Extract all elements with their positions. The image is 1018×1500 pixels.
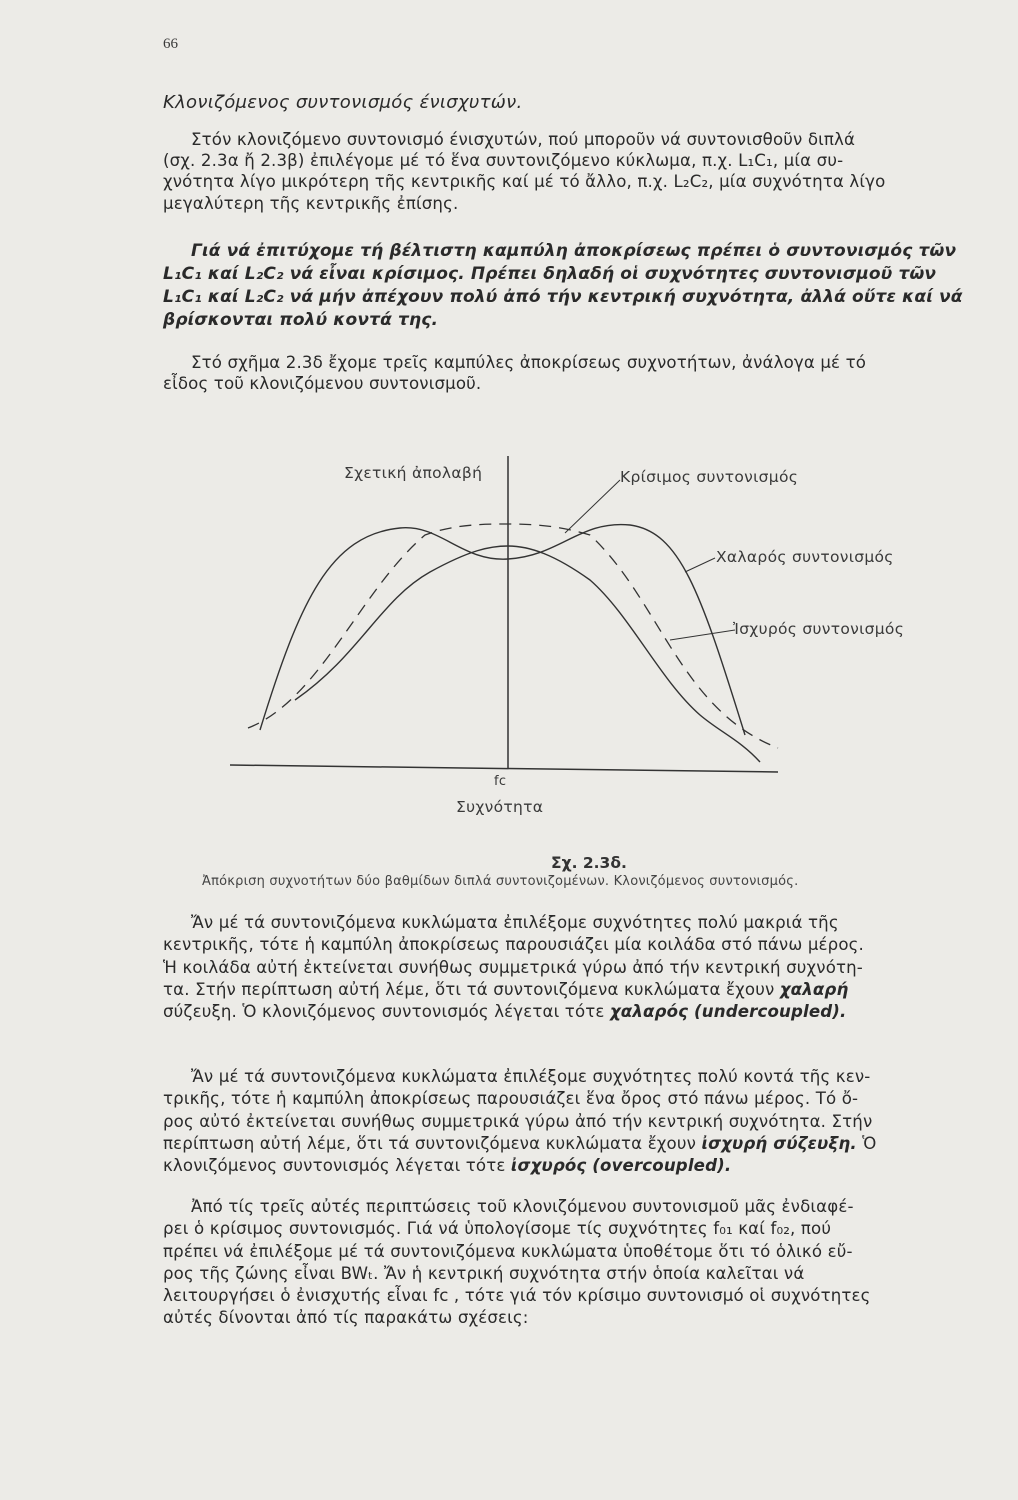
emphasis-undercoupled: χαλαρός (undercoupled). — [609, 1002, 847, 1022]
undercoupled-curve — [260, 525, 745, 735]
text-line: τρικῆς, τότε ἡ καμπύλη ἀποκρίσεως παρουσιάζει ἕνα ὄρος στό πάνω μέρος. Τό ὄ- — [163, 1089, 859, 1109]
center-frequency-label: fc — [494, 774, 507, 789]
text-line: Ἡ κοιλάδα αὐτή ἐκτείνεται συνήθως συμμετρικά γύρω ἀπό τήν κεντρική συχνότη- — [163, 957, 863, 977]
figure-number: Σχ. 2.3δ. — [551, 854, 627, 872]
undercoupled-label: Χαλαρός συντονισμός — [716, 548, 894, 566]
text-line: Ἀπό τίς τρεῖς αὐτές περιπτώσεις τοῦ κλονιζόμενου συντονισμοῦ μᾶς ἐνδιαφέ- — [191, 1197, 854, 1216]
text-line: L₁C₁ καί L₂C₂ νά εἶναι κρίσιμος. Πρέπει δηλαδή οἱ συχνότητες συντονισμοῦ τῶν — [163, 264, 937, 284]
text-line: ρος τῆς ζώνης εἶναι BWₜ. Ἄν ἡ κεντρική συχνότητα στήν ὁποία καλεῖται νά — [163, 1263, 805, 1283]
text-line: χνότητα λίγο μικρότερη τῆς κεντρικῆς καί μέ τό ἄλλο, π.χ. L₂C₂, μία συχνότητα λίγο — [163, 172, 886, 192]
text-line: Στόν κλονιζόμενο συντονισμό ένισχυτών, πού μποροῦν νά συντονισθοῦν διπλά — [191, 130, 856, 149]
response-curves-figure — [200, 440, 790, 810]
text-line: βρίσκονται πολύ κοντά της. — [163, 310, 439, 330]
overcoupled-curve — [295, 546, 760, 762]
x-axis — [230, 765, 778, 772]
overcoupled-label: Ἰσχυρός συντονισμός — [733, 620, 905, 638]
text-line: πρέπει νά ἐπιλέξομε μέ τά συντονιζόμενα κυκλώματα ὑποθέτομε ὅτι τό ὁλικό εὔ- — [163, 1241, 853, 1261]
text-line: μεγαλύτερη τῆς κεντρικῆς ἐπίσης. — [163, 193, 459, 213]
text-line: Στό σχῆμα 2.3δ ἔχομε τρεῖς καμπύλες ἀποκρίσεως συχνοτήτων, ἀνάλογα μέ τό — [191, 353, 867, 372]
section-heading: Κλονιζόμενος συντονισμός ένισχυτών. — [163, 92, 523, 113]
under-leader — [685, 558, 715, 572]
over-leader — [670, 630, 735, 640]
text-line: αὐτές δίνονται ἀπό τίς παρακάτω σχέσεις: — [163, 1308, 529, 1328]
paragraph-intro — [163, 129, 991, 214]
text-line: κλονιζόμενος συντονισμός λέγεται τότε — [163, 1156, 506, 1176]
text-line: εἶδος τοῦ κλονιζόμενου συντονισμοῦ. — [163, 374, 482, 394]
paragraph-critical — [163, 1196, 991, 1330]
page-number: 66 — [163, 36, 178, 52]
text-line: περίπτωση αὐτή λέμε, ὅτι τά συντονιζόμενα κυκλώματα ἔχουν — [163, 1133, 697, 1153]
text-line: Ὁ — [862, 1133, 877, 1153]
figure-caption: Ἀπόκριση συχνοτήτων δύο βαθμίδων διπλά συντονιζομένων. Κλονιζόμενος συντονισμός. — [202, 874, 799, 889]
x-axis-label: Συχνότητα — [456, 798, 544, 816]
emphasis-overcoupled: ἰσχυρός (overcoupled). — [510, 1156, 732, 1176]
paragraph-figure-ref — [163, 352, 991, 394]
text-line: Ἄν μέ τά συντονιζόμενα κυκλώματα ἐπιλέξομε συχνότητες πολύ μακριά τῆς — [191, 913, 839, 932]
y-axis-label: Σχετική ἀπολαβή — [344, 464, 483, 482]
text-line: (σχ. 2.3α ἤ 2.3β) ἐπιλέγομε μέ τό ἕνα συντονιζόμενο κύκλωμα, π.χ. L₁C₁, μία συ- — [163, 151, 844, 171]
text-line: τα. Στήν περίπτωση αὐτή λέμε, ὅτι τά συντονιζόμενα κυκλώματα ἔχουν — [163, 979, 775, 999]
text-line: σύζευξη. Ὁ κλονιζόμενος συντονισμός λέγεται τότε — [163, 1002, 605, 1022]
paragraph-undercoupled — [163, 912, 991, 1023]
text-line: ρος αὐτό ἐκτείνεται συνήθως συμμετρικά γύρω ἀπό τήν κεντρική συχνότητα. Στήν — [163, 1111, 873, 1131]
text-line: λειτουργήσει ὁ ἐνισχυτής εἶναι fc , τότε γιά τόν κρίσιμο συντονισμό οἱ συχνότητες — [163, 1286, 871, 1306]
emphasis-loose: χαλαρή — [779, 979, 849, 999]
text-line: Ἄν μέ τά συντονιζόμενα κυκλώματα ἐπιλέξομε συχνότητες πολύ κοντά τῆς κεν- — [191, 1067, 871, 1086]
paragraph-overcoupled — [163, 1066, 991, 1177]
emphasis-strong: ἰσχυρή σύζευξη. — [701, 1133, 857, 1153]
text-line: ρει ὁ κρίσιμος συντονισμός. Γιά νά ὑπολογίσομε τίς συχνότητες f₀₁ καί f₀₂, πού — [163, 1219, 832, 1239]
paragraph-emphasis — [163, 240, 991, 332]
text-line: Γιά νά ἐπιτύχομε τή βέλτιστη καμπύλη ἀποκρίσεως πρέπει ὁ συντονισμός τῶν — [191, 241, 957, 261]
critical-coupling-label: Κρίσιμος συντονισμός — [620, 468, 799, 486]
text-line: L₁C₁ καί L₂C₂ νά μήν ἀπέχουν πολύ ἀπό τήν κεντρική συχνότητα, ἀλλά οὔτε καί νά — [163, 287, 963, 307]
text-line: κεντρικῆς, τότε ἡ καμπύλη ἀποκρίσεως παρουσιάζει μία κοιλάδα στό πάνω μέρος. — [163, 935, 864, 955]
